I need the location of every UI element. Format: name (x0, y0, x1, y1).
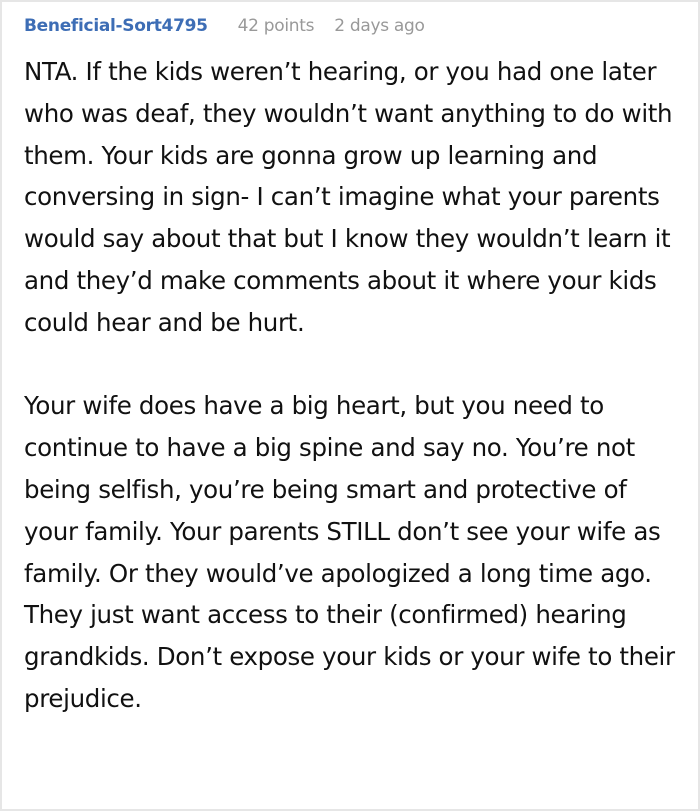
comment-points: 42 points (237, 16, 315, 36)
comment-meta (24, 16, 678, 50)
comment-author-link[interactable]: Beneficial-Sort4795 (24, 16, 208, 36)
comment-body (24, 51, 678, 720)
comment-timestamp: 2 days ago (334, 16, 425, 36)
comment-paragraph: NTA. If the kids weren’t hearing, or you had one later who was deaf, they wouldn’t want anything to do with them. Your kids are gonna grow up learning and conversing in sign- I can’t imagine what your parents would say about that but I know they wouldn’t learn it and they’d make comments about it where your kids could hear and be hurt. (24, 57, 673, 337)
comment-paragraph: Your wife does have a big heart, but you need to continue to have a big spine and say no. You’re not being selfish, you’re being smart and protective of your family. Your parents STILL don’t see your wife as family. Or they would’ve apologized a long time ago. They just want access to their (confirmed) hearing grandkids. Don’t expose your kids or your wife to their prejudice. (24, 391, 675, 713)
